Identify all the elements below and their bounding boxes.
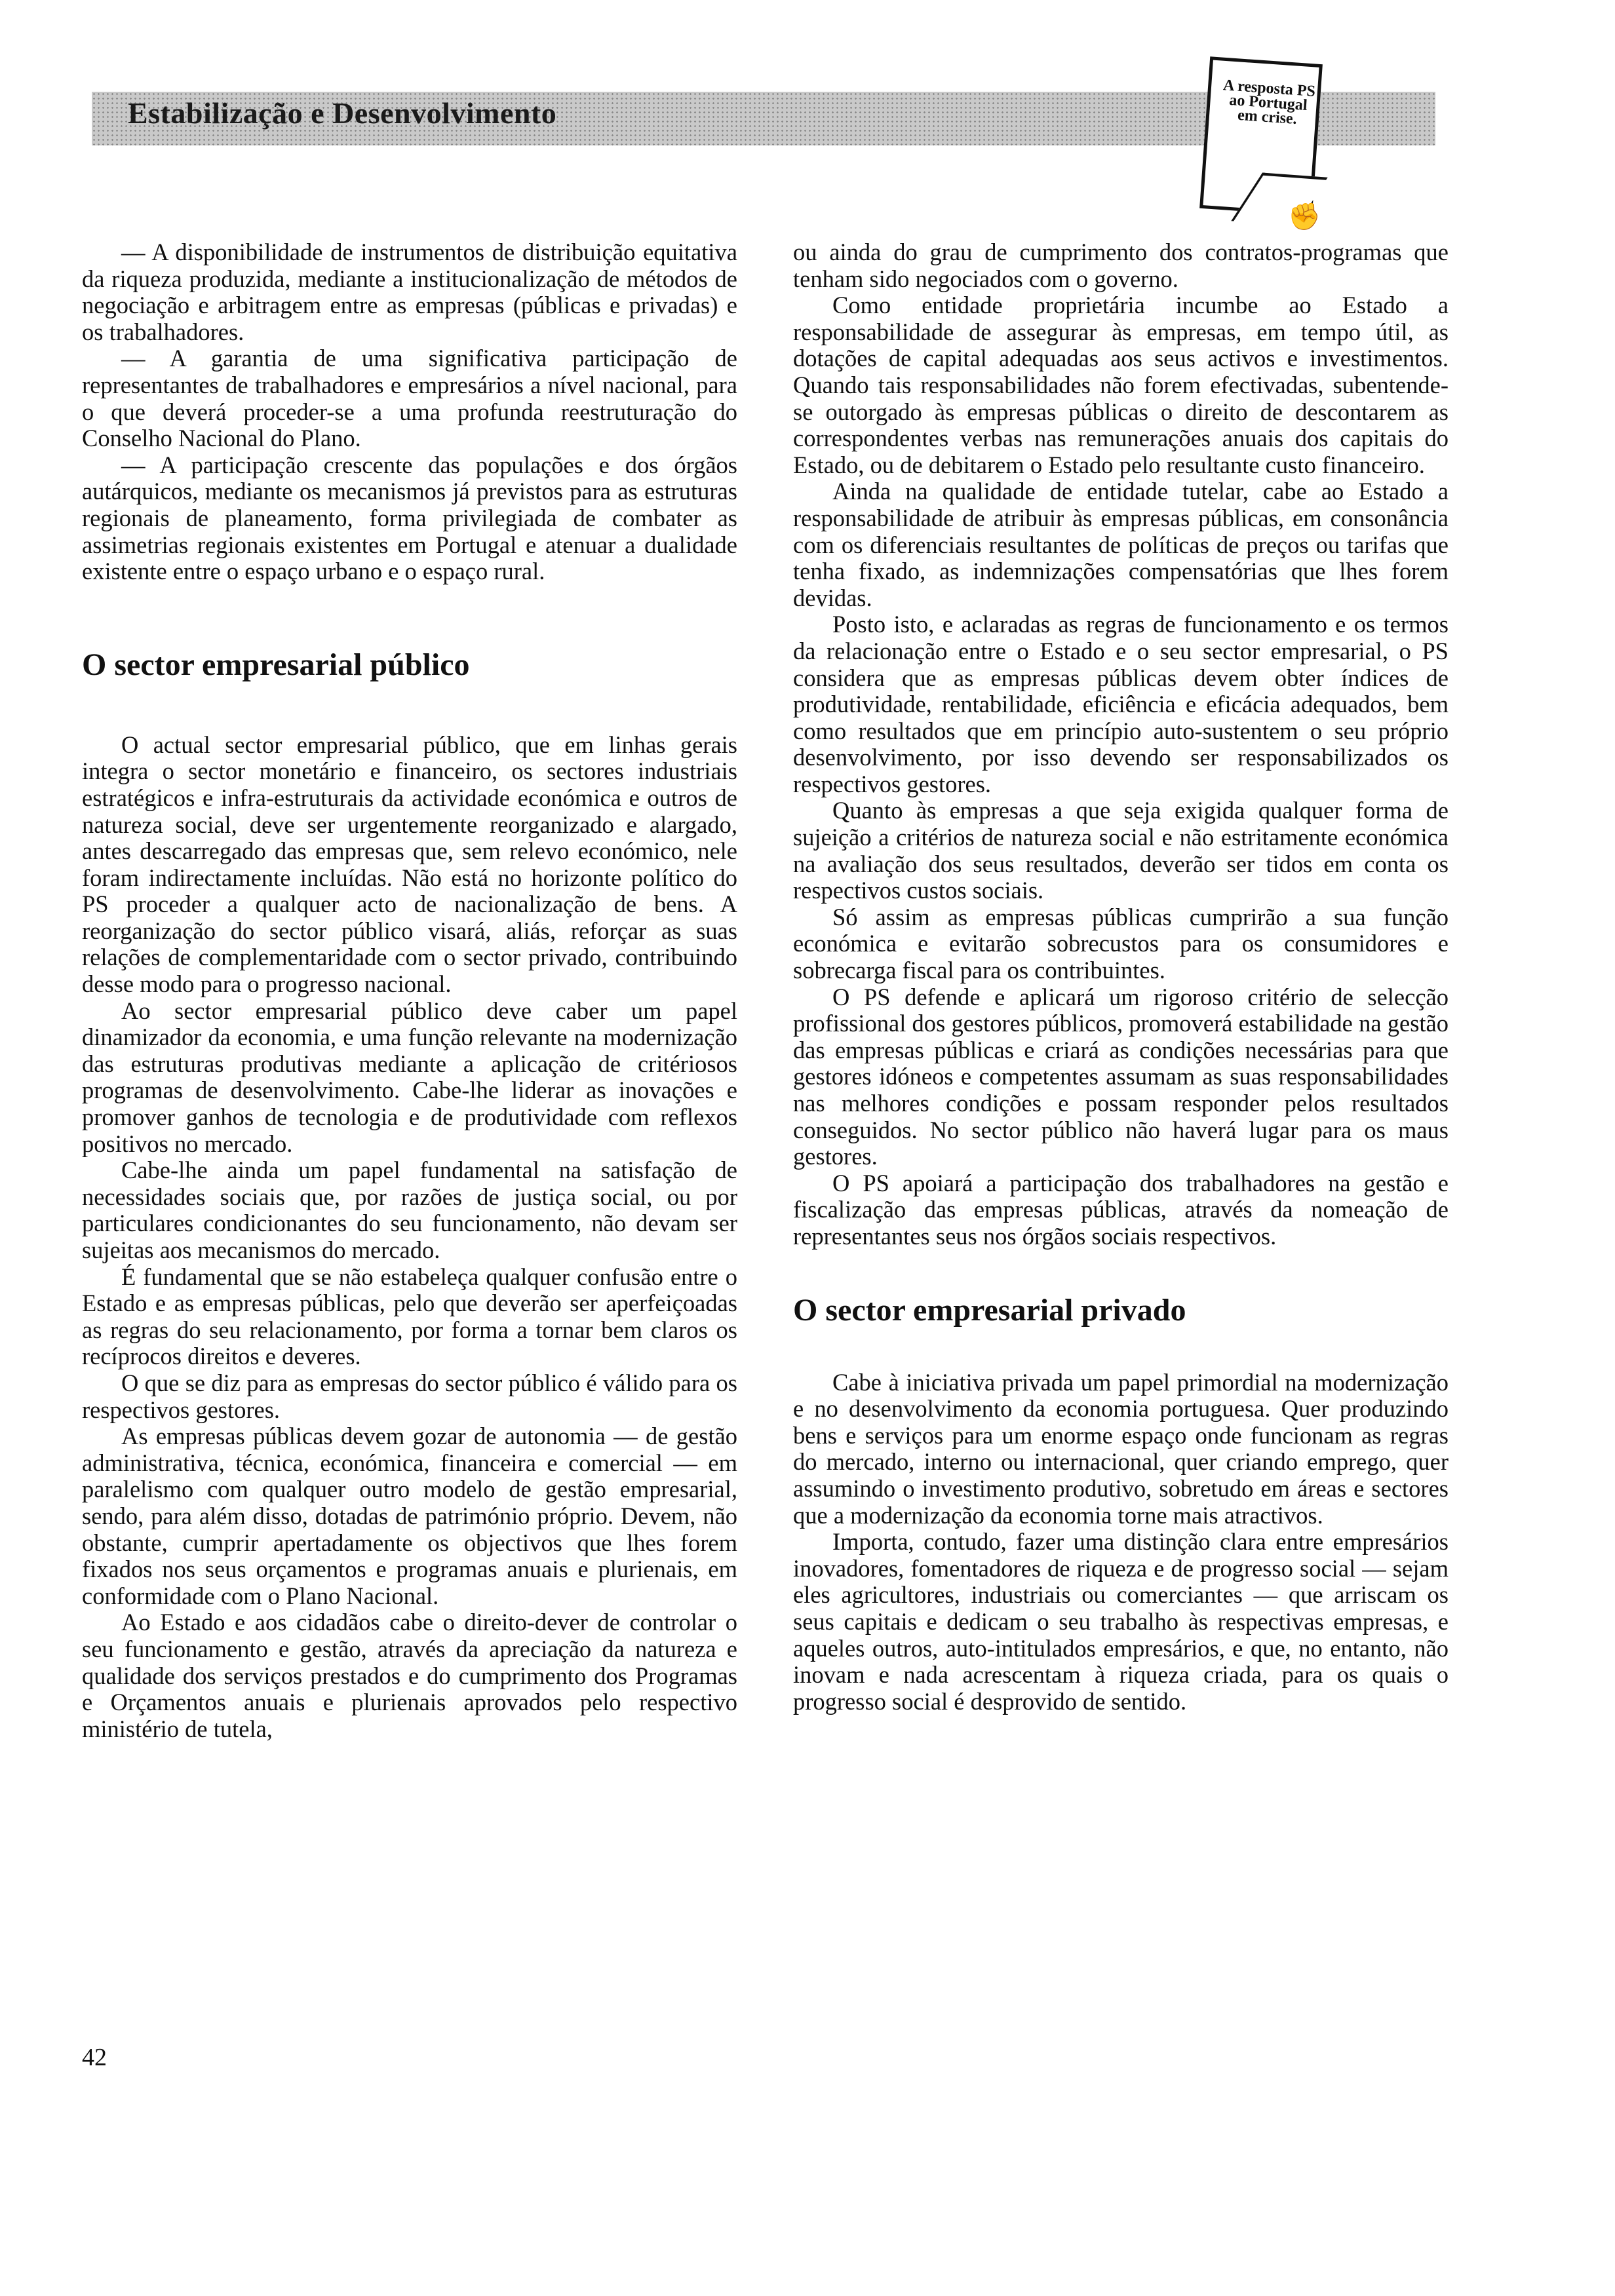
paragraph: O PS apoiará a participação dos trabalhadores na gestão e fiscalização das empresas públicas, através da nomeação de representantes seus nos órgãos sociais respectivos. [793,1169,1449,1250]
logo-text: A resposta PS ao Portugal em crise. [1222,77,1316,128]
paragraph: Ao sector empresarial público deve caber um papel dinamizador da economia, e uma função relevante na modernização das estruturas produtivas mediante a aplicação de critériosos programas de desenvolvimento. Cabe-lhe liderar as inovações e promover ganhos de tecnologia e de produtividade com reflexos positivos no mercado. [82,997,737,1157]
page-number: 42 [82,2044,107,2071]
paragraph: — A disponibilidade de instrumentos de distribuição equitativa da riqueza produzida, mediante a institucionalização de métodos de negociação e arbitragem entre as empresas (públicas e privadas) e os trabalhadores. [82,239,737,345]
paragraph: Ao Estado e aos cidadãos cabe o direito-dever de controlar o seu funcionamento e gestão, através da apreciação da natureza e qualidade dos serviços prestados e do cumprimento dos Programas e Orçamentos anuais e plurienais aprovados pelo respectivo ministério de tutela, [82,1609,737,1742]
paragraph: Como entidade proprietária incumbe ao Estado a responsabilidade de assegurar às empresas, em tempo útil, as dotações de capital adequadas aos seus activos e investimentos. Quando tais responsabilidades não forem efectivadas, subentende-se outorgado às empresas públicas o direito de descontarem as correspondentes verbas nas remunerações anuais dos capitais do Estado, ou de debitarem o Estado pelo resultante custo financeiro. [793,292,1449,478]
ps-logo [1199,34,1331,231]
paragraph: Ainda na qualidade de entidade tutelar, cabe ao Estado a responsabilidade de atribuir às empresas públicas, em consonância com os diferenciais resultantes de políticas de preços ou tarifas que tenha fixado, as indemnizações compensatórias que lhes forem devidas. [793,478,1449,611]
paragraph: As empresas públicas devem gozar de autonomia — de gestão administrativa, técnica, económica, financeira e comercial — em paralelismo com qualquer outro modelo de gestão empresarial, sendo, para além disso, dotadas de património próprio. Devem, não obstante, cumprir apertadamente os objectivos que lhes forem fixados nos seus orçamentos e programas anuais e plurienais, em conformidade com o Plano Nacional. [82,1423,737,1609]
paragraph: O PS defende e aplicará um rigoroso critério de selecção profissional dos gestores públicos, promoverá estabilidade na gestão das empresas públicas e criará as condições necessárias para que gestores idóneos e competentes assumam as suas responsabilidades nas melhores condições e possam responder pelos resultados conseguidos. No sector público não haverá lugar para os maus gestores. [793,983,1449,1170]
section-heading-public-sector: O sector empresarial público [82,647,470,682]
paragraph: Importa, contudo, fazer uma distinção clara entre empresários inovadores, fomentadores de riqueza e de progresso social — sejam eles agricultores, industriais ou comerciantes — que arriscam os seus capitais e dedicam o seu trabalho às respectivas empresas, e aqueles outros, auto-intitulados empresários, e que, no entanto, não inovam e nada acrescentam à riqueza criada, para os quais o progresso social é desprovido de sentido. [793,1528,1449,1715]
rose-fist-icon: ✊ [1288,202,1321,231]
right-column [793,239,1449,1715]
paragraph: Cabe-lhe ainda um papel fundamental na satisfação de necessidades sociais que, por razões de justiça social, ou por particulares condicionantes do seu funcionamento, não devam ser sujeitas aos mecanismos do mercado. [82,1157,737,1263]
paragraph: Só assim as empresas públicas cumprirão a sua função económica e evitarão sobrecustos para os consumidores e sobrecarga fiscal para os contribuintes. [793,903,1449,984]
paragraph: O que se diz para as empresas do sector público é válido para os respectivos gestores. [82,1369,737,1423]
paragraph: Cabe à iniciativa privada um papel primordial na modernização e no desenvolvimento da economia portuguesa. Quer produzindo bens e serviços para um enorme espaço onde funcionam as regras do mercado, interno ou internacional, quer criando emprego, quer assumindo o investimento produtivo, sobretudo em áreas e sectores que a modernização da economia torne mais atractivos. [793,1368,1449,1529]
paragraph: — A garantia de uma significativa participação de representantes de trabalhadores e empresários a nível nacional, para o que deverá proceder-se a uma profunda reestruturação do Conselho Nacional do Plano. [82,345,737,452]
paragraph: É fundamental que se não estabeleça qualquer confusão entre o Estado e as empresas públicas, pelo que deverão ser aperfeiçoadas as regras do seu relacionamento, por forma a tornar bem claros os recíprocos direitos e deveres. [82,1263,737,1370]
paragraph: O actual sector empresarial público, que em linhas gerais integra o sector monetário e financeiro, os sectores industriais estratégicos e infra-estruturais da actividade económica e outros de natureza social, deve ser urgentemente reorganizado e alargado, antes descarregado das empresas que, sem relevo económico, nele foram indirectamente incluídas. Não está no horizonte político do PS proceder a qualquer acto de nacionalização de bens. A reorganização do sector público visará, aliás, reforçar as suas relações de complementaridade com o sector privado, contribuindo desse modo para o progresso nacional. [82,731,737,998]
paragraph: Posto isto, e aclaradas as regras de funcionamento e os termos da relacionação entre o Estado e o seu sector empresarial, o PS considera que as empresas públicas devem obter índices de produtividade, rentabilidade, eficiência e eficácia adequados, bem como resultados que em princípio auto-sustentem o seu próprio desenvolvimento, por isso devendo ser responsabilizados os respectivos gestores. [793,611,1449,797]
paragraph: — A participação crescente das populações e dos órgãos autárquicos, mediante os mecanismos já previstos para as estruturas regionais de planeamento, forma privilegiada de combater as assimetrias regionais existentes em Portugal e atenuar a dualidade existente entre o espaço urbano e o espaço rural. [82,451,737,585]
paragraph: Quanto às empresas a que seja exigida qualquer forma de sujeição a critérios de natureza social e não estritamente económica na avaliação dos seus resultados, deverão ser tidos em conta os respectivos custos sociais. [793,797,1449,904]
paragraph: ou ainda do grau de cumprimento dos contratos-programas que tenham sido negociados com o governo. [793,239,1449,292]
left-column [82,239,737,1742]
running-header-title: Estabilização e Desenvolvimento [128,96,557,130]
section-heading-private-sector: O sector empresarial privado [793,1292,1186,1328]
